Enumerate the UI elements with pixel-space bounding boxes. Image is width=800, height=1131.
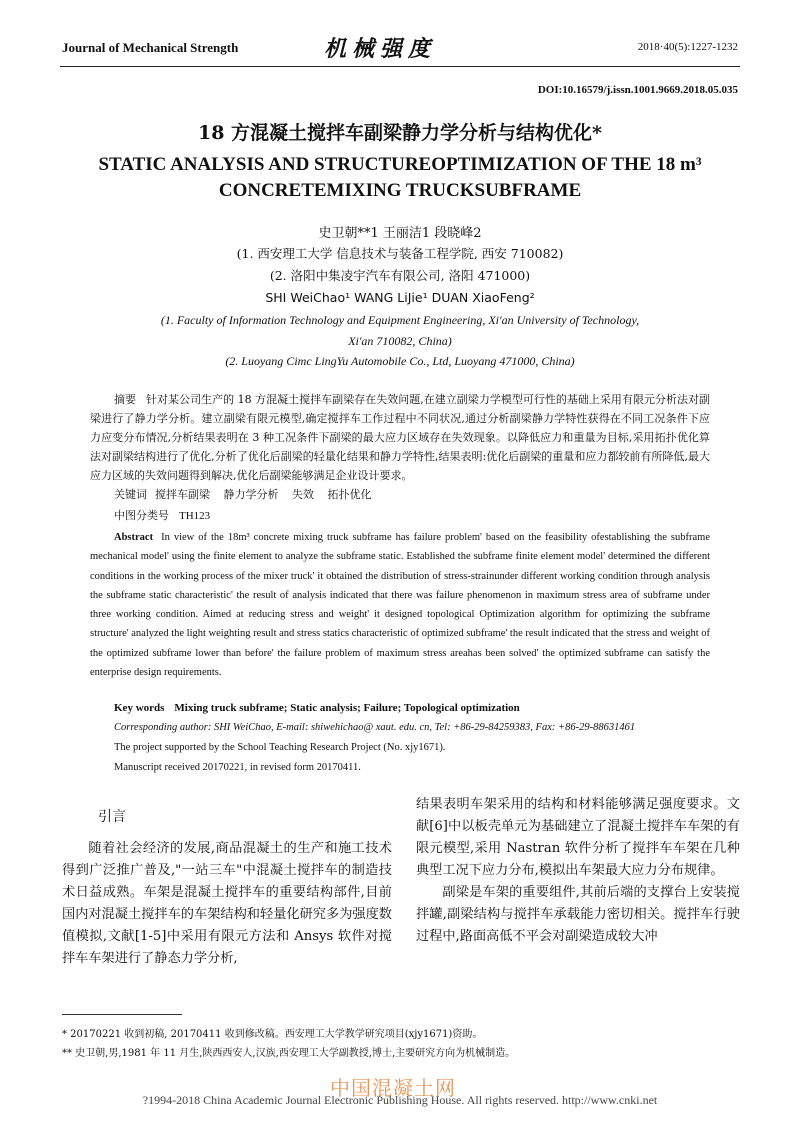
abstract-en: [90, 528, 710, 682]
project-support: The project supported by the School Teaching Research Project (No. xjy1671).: [114, 742, 446, 753]
watermark: 中国混凝土网: [330, 1076, 456, 1100]
keywords-cn-label: 关键词: [114, 488, 147, 501]
abstract-cn: [90, 390, 710, 485]
clc-number: [114, 507, 210, 523]
abstract-en-text: In view of the 18m³ concrete mixing truck subframe has failure problem' based on the feasibility ofestablishing the subframe mechanical model' using the finite element to analyze the subframe static. Established the subframe finite element model' determined the different conditions in the working process of the mixer truck' it obtained the distribution of stress-strainunder different working condition through analysis the subframe static characteristic' the result of analysis indicated that there was failure phenomenon in maximum stress area of subframe under three working condition. Aimed at reducing stress and weight' it designed topological Optimization algorithm for optimizing the subframe structure' analyzed the light weighting result and stress statics characteristic of optimized subframe' the result indicated that the stress and weight of the optimized subframe lower than before' the failure problem of maximum stress areahas been solved' the optimized subframe can satisfy the enterprise design requirements.: [90, 532, 710, 679]
clc-label: 中图分类号: [114, 509, 169, 522]
journal-name: Journal of Mechanical Strength: [62, 40, 239, 55]
body-column-left: 随着社会经济的发展,商品混凝土的生产和施工技术得到广泛推广普及,"一站三车"中混凝土搅拌车的制造技术日益成熟。车架是混凝土搅拌车的重要结构部件,目前国内对混凝土搅拌车的车架结构和轻量化研究多为强度数值模拟,文献[1-5]中采用有限元方法和 Ansys 软件对搅拌车车架进行了静态力学分析,: [62, 841, 392, 966]
footnote-2: ** 史卫朝,男,1981 年 11 月生,陕西西安人,汉族,西安理工大学副教授,博士,主要研究方向为机械制造。: [62, 1048, 516, 1059]
affiliation-en-3: (2. Luoyang Cimc LingYu Automobile Co., Ltd, Luoyang 471000, China): [225, 354, 575, 368]
keywords-cn-value: 搅拌车副梁 静力学分析 失效 拓扑优化: [155, 488, 372, 501]
keywords-cn: [114, 486, 372, 502]
affiliation-cn-2: (2. 洛阳中集凌宇汽车有限公司, 洛阳 471000): [269, 268, 531, 283]
body-column-right: [416, 794, 740, 948]
title-en: STATIC ANALYSIS AND STRUCTUREOPTIMIZATION OF THE 18 m³ CONCRETEMIXING TRUCKSUBFRAME: [98, 154, 702, 201]
abstract-cn-text: 针对某公司生产的 18 方混凝土搅拌车副梁存在失效问题,在建立副梁力学模型可行性的基础上采用有限元分析法对副梁进行了静力学分析。建立副梁有限元模型,确定搅拌车工作过程中不同状况,通过分析副梁静力学特性获得在不同工况条件下应力应变分布情况,分析结果表明在 3 种工况条件下副梁的最大应力区域存在失效现象。以降低应力和重量为目标,采用拓扑优化算法对副梁结构进行了优化,分析了优化后副梁的轻量化结果和静力学特性,结果表明:优化后副梁的重量和应力都较前有所降低,最大应力区域的失效问题得到解决,优化后副梁能够满足企业设计要求。: [90, 393, 711, 482]
doi: DOI:10.16579/j.issn.1001.9669.2018.05.035: [537, 84, 738, 96]
footnote-rule: [62, 1014, 182, 1015]
header-rule: [60, 66, 740, 67]
keywords-en: [114, 702, 520, 714]
corresponding-author: Corresponding author: SHI WeiChao, E-mail: shiwehichao@ xaut. edu. cn, Tel: +86-29-84259383, Fax: +86-29-88631461: [114, 722, 636, 733]
body-paragraph: 结果表明车架采用的结构和材料能够满足强度要求。文献[6]中以板壳单元为基础建立了混凝土搅拌车车架的有限元模型,采用 Nastran 软件分析了搅拌车车架在几种典型工况下应力分布,模拟出车架最大应力分布规律。: [416, 797, 740, 878]
copyright-footer: ?1994-2018 China Academic Journal Electronic Publishing House. All rights reserved. http://www.cnki.net: [142, 1093, 658, 1107]
affiliation-cn-1: (1. 西安理工大学 信息技术与装备工程学院, 西安 710082): [236, 246, 564, 261]
title-cn: 18 方混凝土搅拌车副梁静力学分析与结构优化*: [198, 122, 602, 144]
keywords-en-value: Mixing truck subframe; Static analysis; Failure; Topological optimization: [174, 702, 520, 714]
body-paragraph: 副梁是车架的重要组件,其前后端的支撑台上安装搅拌罐,副梁结构与搅拌车承载能力密切相关。搅拌车行驶过程中,路面高低不平会对副梁造成较大冲: [416, 885, 740, 944]
authors-cn: 史卫朝**1 王丽洁1 段晓峰2: [318, 226, 482, 241]
manuscript-received: Manuscript received 20170221, in revised form 20170411.: [114, 762, 361, 773]
volume-info: 2018·40(5):1227-1232: [637, 41, 738, 53]
affiliation-en-2: Xi'an 710082, China): [348, 334, 452, 348]
authors-en: SHI WeiChao¹ WANG LiJie¹ DUAN XiaoFeng²: [265, 290, 535, 305]
abstract-en-label: Abstract: [114, 532, 154, 543]
journal-logo: 机械强度: [324, 36, 437, 62]
clc-value: TH123: [179, 510, 211, 522]
section-heading-introduction: 引言: [98, 809, 126, 825]
keywords-en-label: Key words: [114, 702, 165, 714]
affiliation-en-1: (1. Faculty of Information Technology and Equipment Engineering, Xi'an University of Technology,: [160, 313, 640, 327]
abstract-cn-label: 摘要: [114, 393, 137, 406]
footnote-1: * 20170221 收到初稿, 20170411 收到修改稿。西安理工大学教学研究项目(xjy1671)资助。: [62, 1029, 483, 1040]
